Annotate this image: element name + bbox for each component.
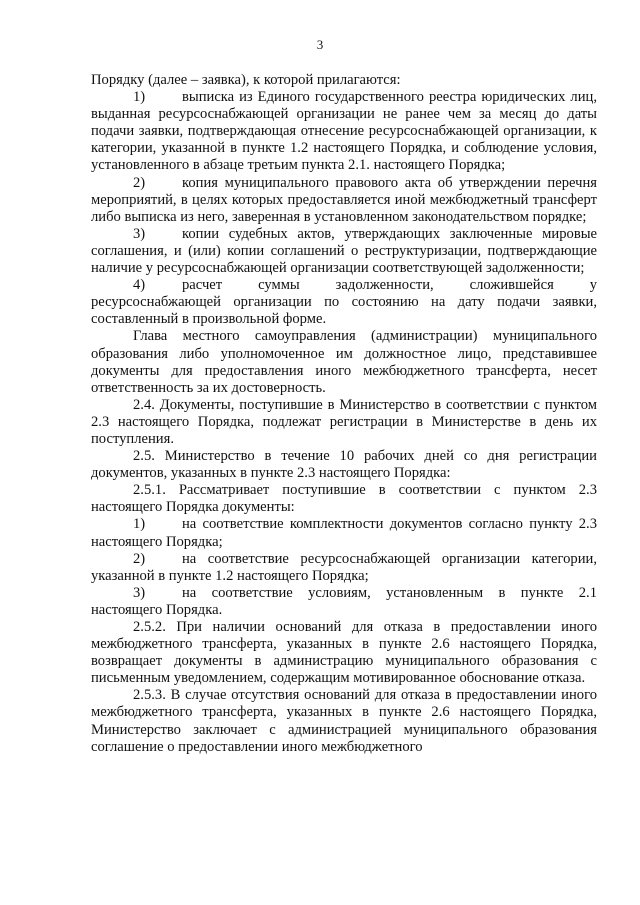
list-item-number: 2) bbox=[133, 174, 146, 191]
list-item bbox=[91, 277, 597, 328]
paragraph-text: 2.5.2. При наличии оснований для отказа в предоставлении иного межбюджетного трансферта, указанных в пункте 2.6 настоящего Порядка, возвращает документы в администрацию муниципального образования с письменным уведомлением, содержащим мотивированное обоснование отказа. bbox=[91, 619, 597, 687]
paragraph-intro bbox=[91, 72, 597, 89]
list-item bbox=[91, 516, 597, 550]
list-item bbox=[91, 89, 597, 174]
list-item-number: 4) bbox=[133, 277, 146, 294]
document-body bbox=[91, 72, 597, 756]
list-item-number: 3) bbox=[133, 225, 146, 242]
list-item bbox=[91, 175, 597, 226]
list-item bbox=[91, 585, 597, 619]
list-item-text: на соответствие ресурсоснабжающей организации категории, указанной в пункте 1.2 настоящего Порядка; bbox=[91, 550, 597, 584]
clause-2-4 bbox=[91, 397, 597, 448]
paragraph-text: 2.4. Документы, поступившие в Министерство в соответствии с пунктом 2.3 настоящего Порядка, подлежат регистрации в Министерстве в день их поступления. bbox=[91, 396, 597, 447]
page-number: 3 bbox=[316, 37, 324, 52]
list-item-number: 3) bbox=[133, 584, 146, 601]
paragraph bbox=[91, 328, 597, 396]
clause-2-5-1 bbox=[91, 482, 597, 516]
list-item-text: копии судебных актов, утверждающих заключенные мировые соглашения, и (или) копии соглашений о реструктуризации, подтверждающие наличие у ресурсоснабжающей организации соответствующей задолженности; bbox=[91, 225, 597, 277]
paragraph-text: Глава местного самоуправления (администрации) муниципального образования либо уполномоченное им должностное лицо, представившее документы для предоставления иного межбюджетного трансферта, несет ответственность за их достоверность. bbox=[91, 328, 597, 396]
list-item-number: 1) bbox=[133, 516, 146, 533]
clause-2-5 bbox=[91, 448, 597, 482]
list-item-text: расчет суммы задолженности, сложившейся у ресурсоснабжающей организации по состоянию на дату подачи заявки, составленный в произвольной форме. bbox=[91, 277, 597, 328]
paragraph-text: 2.5.3. В случае отсутствия оснований для отказа в предоставлении иного межбюджетного трансферта, указанных в пункте 2.6 настоящего Порядка, Министерство заключает с администрацией муниципального образования соглашение о предоставлении иного межбюджетного bbox=[91, 687, 597, 755]
list-item-number: 2) bbox=[133, 550, 146, 567]
paragraph-text: 2.5. Министерство в течение 10 рабочих дней со дня регистрации документов, указанных в пункте 2.3 настоящего Порядка: bbox=[91, 448, 597, 482]
list-item-text: копия муниципального правового акта об утверждении перечня мероприятий, в целях которых предоставляется иной межбюджетный трансферт либо выписка из него, заверенная в установленном законодательством порядке; bbox=[91, 174, 597, 225]
clause-2-5-3 bbox=[91, 687, 597, 755]
paragraph-text: Порядку (далее – заявка), к которой прилагаются: bbox=[91, 72, 401, 88]
list-item-number: 1) bbox=[133, 89, 146, 106]
list-item bbox=[91, 551, 597, 585]
list-item-text: на соответствие комплектности документов согласно пункту 2.3 настоящего Порядка; bbox=[91, 516, 597, 550]
list-item bbox=[91, 226, 597, 277]
list-item-text: на соответствие условиям, установленным в пункте 2.1 настоящего Порядка. bbox=[91, 584, 597, 618]
clause-2-5-2 bbox=[91, 619, 597, 687]
paragraph-text: 2.5.1. Рассматривает поступившие в соответствии с пунктом 2.3 настоящего Порядка документы: bbox=[91, 482, 597, 516]
list-item-text: выписка из Единого государственного реестра юридических лиц, выданная ресурсоснабжающей организации не ранее чем за месяц до даты подачи заявки, подтверждающая отнесение ресурсоснабжающей организации, к категории, указанной в пункте 1.2 настоящего Порядка, и соблюдение условия, установленного в абзаце третьим пункта 2.1. настоящего Порядка; bbox=[91, 89, 597, 174]
